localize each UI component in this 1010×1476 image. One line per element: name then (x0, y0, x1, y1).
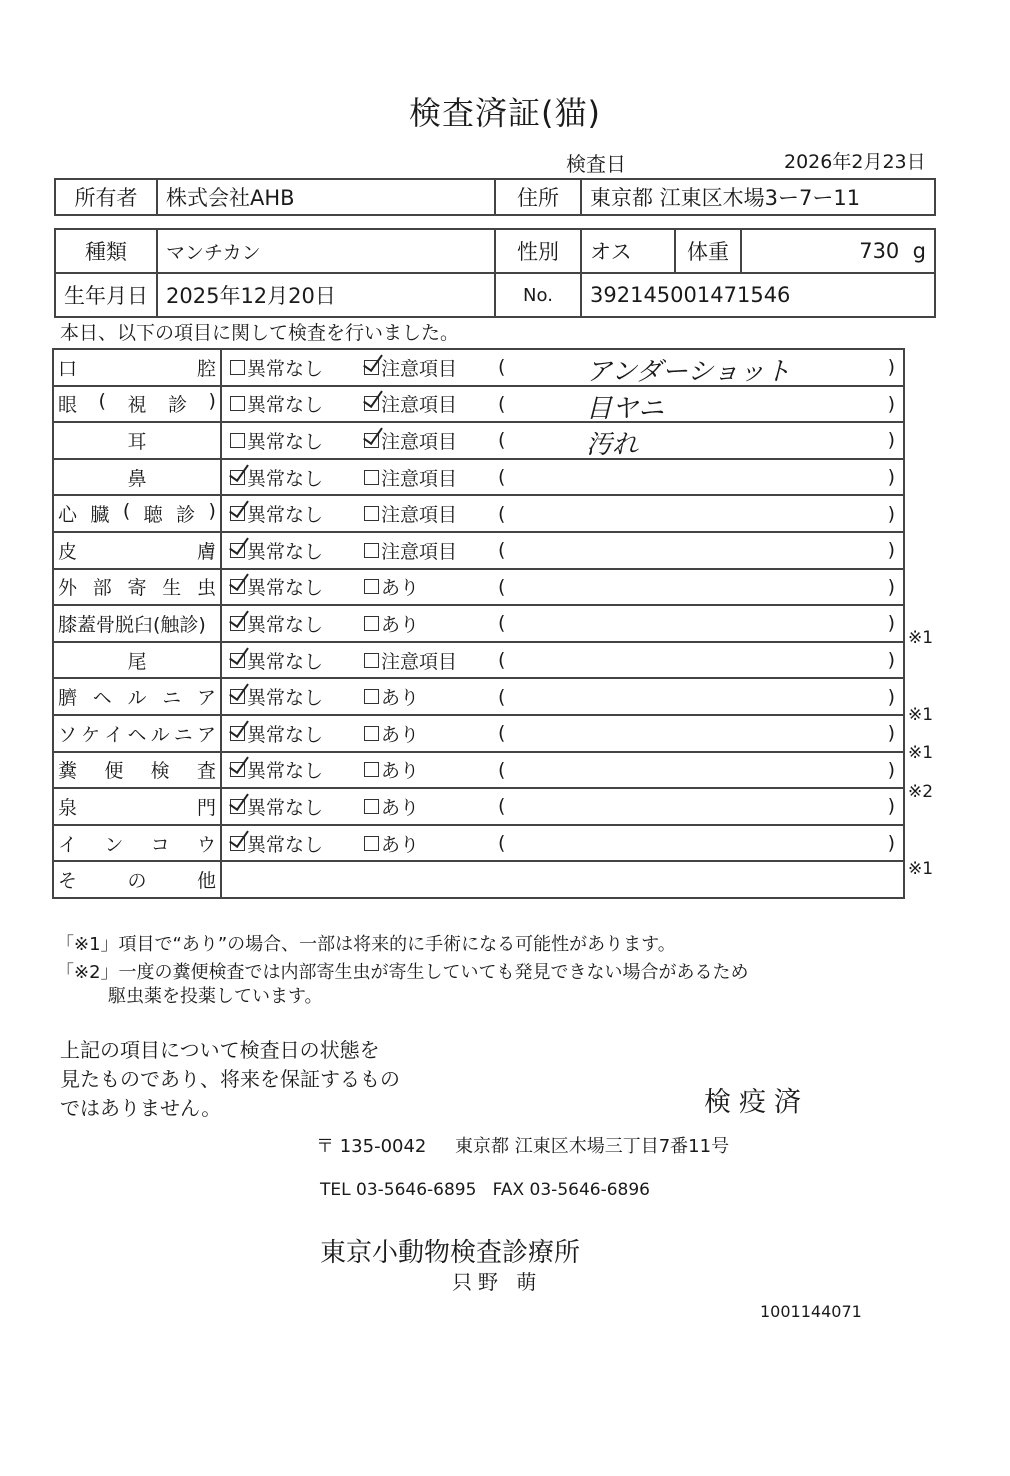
option-normal[interactable] (230, 683, 323, 710)
option-secondary-label: あり (381, 796, 420, 819)
checkbox-icon[interactable] (364, 689, 379, 704)
conclusion-line-1: 上記の項目について検査日の状態を (60, 1038, 380, 1062)
exam-row (53, 349, 904, 386)
option-normal[interactable] (230, 647, 323, 674)
inspection-date-label: 検査日 (566, 152, 626, 176)
exam-item-label-part: イ (58, 833, 78, 856)
option-secondary[interactable] (364, 427, 457, 454)
checked-box-icon[interactable] (230, 799, 245, 814)
option-normal[interactable] (230, 354, 323, 381)
option-normal[interactable] (230, 793, 323, 820)
exam-item-label-part: 心 (58, 504, 78, 527)
exam-item-label-part: ニ (173, 723, 193, 746)
option-secondary[interactable] (364, 537, 457, 564)
paren-open: ( (498, 502, 506, 525)
paren-open: ( (498, 612, 506, 635)
quarantine-stamp: 検疫済 (704, 1087, 809, 1118)
option-secondary-label: あり (381, 687, 420, 710)
exam-item-label-part: 口 (58, 357, 78, 380)
exam-item-label-part: 部 (92, 577, 112, 600)
exam-item-label-part: 鼻 (127, 467, 147, 490)
exam-item-label-part: 便 (104, 760, 124, 783)
sex-label: 性別 (495, 229, 581, 273)
exam-item-label-part: ケ (81, 723, 101, 746)
exam-item-label-part: 聴 (143, 504, 163, 527)
option-secondary[interactable] (364, 354, 457, 381)
exam-item-label (53, 605, 221, 642)
exam-result-cell (221, 569, 904, 606)
checked-box-icon[interactable] (230, 470, 245, 485)
breed-value: マンチカン (157, 229, 495, 273)
option-normal[interactable] (230, 720, 323, 747)
exam-item-label (53, 569, 221, 606)
exam-item-label-part: 生 (162, 577, 182, 600)
paren-open: ( (498, 649, 506, 672)
clinic-name: 東京小動物検査診療所 (320, 1238, 581, 1268)
option-normal[interactable] (230, 500, 323, 527)
exam-row (53, 459, 904, 496)
footnote-mark: ※1 (908, 743, 934, 763)
weight-value: 730 (859, 239, 900, 263)
handwritten-note: 汚れ (586, 430, 639, 459)
paren-close: ) (887, 722, 895, 745)
exam-item-label-part: 尾 (127, 650, 147, 673)
paren-open: ( (498, 429, 506, 452)
owner-table (54, 178, 936, 216)
exam-item-label-part: ア (196, 687, 216, 710)
address-value: 東京都 江東区木場3ー7ー11 (581, 179, 935, 215)
exam-result-cell (221, 532, 904, 569)
option-secondary[interactable] (364, 573, 419, 600)
exam-item-label-part: ) (208, 500, 216, 523)
exam-item-label (53, 349, 221, 386)
exam-result-cell (221, 459, 904, 496)
dob-value: 2025年12月20日 (157, 273, 495, 317)
checkbox-icon[interactable] (364, 653, 379, 668)
checkbox-icon[interactable] (364, 506, 379, 521)
paren-open: ( (498, 758, 506, 781)
exam-result-cell (221, 386, 904, 423)
exam-row-other (53, 861, 904, 898)
exam-item-label-part: 査 (196, 760, 216, 783)
conclusion-text (60, 1036, 400, 1123)
intro-text: 本日、以下の項目に関して検査を行いました。 (60, 322, 460, 344)
paren-open: ( (498, 685, 506, 708)
checkbox-icon[interactable] (230, 433, 245, 448)
exam-item-label-part: 泉 (58, 796, 78, 819)
exam-item-label (53, 495, 221, 532)
footnote-mark: ※1 (908, 858, 934, 879)
option-secondary-label: 注意項目 (381, 504, 458, 527)
exam-item-label-part: 糞 (58, 760, 78, 783)
checkbox-icon[interactable] (230, 360, 245, 375)
exam-result-cell (221, 715, 904, 752)
clinic-address: 東京都 江東区木場三丁目7番11号 (455, 1136, 730, 1157)
exam-item-label-part: ル (150, 723, 170, 746)
handwritten-note: 目ヤニ (586, 393, 665, 423)
option-secondary[interactable] (364, 647, 457, 674)
exam-result-cell (221, 422, 904, 459)
exam-result-cell (221, 349, 904, 386)
option-normal-label: 異常なし (247, 613, 324, 636)
exam-item-label-part: の (127, 870, 147, 893)
checkbox-icon[interactable] (364, 543, 379, 558)
no-label: No. (495, 273, 581, 317)
dob-label: 生年月日 (55, 273, 157, 317)
paren-open: ( (498, 795, 506, 818)
option-secondary-label: あり (381, 613, 420, 636)
option-secondary-label: 注意項目 (381, 467, 458, 490)
exam-item-label-part: ヘ (92, 687, 112, 710)
exam-item-label-part: 他 (196, 870, 216, 893)
exam-row (53, 825, 904, 862)
option-normal-label: 異常なし (247, 394, 324, 417)
checked-box-icon[interactable] (230, 836, 245, 851)
option-normal[interactable] (230, 830, 323, 857)
exam-item-label-part: 臓 (90, 504, 110, 527)
exam-item-label (53, 825, 221, 862)
exam-result-cell (221, 678, 904, 715)
exam-item-label-part: ( (122, 500, 131, 523)
exam-item-label-part: イ (104, 723, 124, 746)
postal-code: 〒 135-0042 (316, 1136, 427, 1157)
other-remarks-cell (221, 861, 904, 898)
option-secondary[interactable] (364, 683, 419, 710)
checkbox-icon[interactable] (364, 470, 379, 485)
footnote-mark: ※2 (908, 781, 934, 802)
exam-item-label (53, 861, 221, 898)
paren-close: ) (887, 392, 895, 415)
pet-table (54, 228, 936, 318)
exam-item-label-part: 臍 (58, 687, 78, 710)
exam-result-cell (221, 605, 904, 642)
option-normal-label: 異常なし (247, 723, 324, 746)
option-secondary-label: 注意項目 (381, 650, 458, 673)
checkbox-icon[interactable] (364, 579, 379, 594)
exam-item-label-part: ヘ (127, 723, 147, 746)
exam-result-cell (221, 752, 904, 789)
inspection-date: 2026年2月23日 (784, 151, 926, 173)
exam-item-label-part: 耳 (127, 430, 147, 453)
paren-open: ( (498, 832, 506, 855)
paren-close: ) (887, 758, 895, 781)
paren-close: ) (887, 575, 895, 598)
exam-item-label-part: 診 (168, 394, 188, 417)
clinic-contact-line (320, 1180, 650, 1200)
exam-row (53, 569, 904, 606)
breed-label: 種類 (55, 229, 157, 273)
document-number: 1001144071 (760, 1302, 862, 1321)
handwritten-note: アンダーショット (586, 357, 791, 386)
checked-box-icon[interactable] (230, 653, 245, 668)
exam-result-cell (221, 788, 904, 825)
paren-close: ) (887, 429, 895, 452)
conclusion-line-2: 見たものであり、将来を保証するもの (60, 1067, 400, 1091)
exam-item-label-part: ソ (58, 723, 78, 746)
option-secondary-label: 注意項目 (381, 430, 458, 453)
exam-item-label (53, 715, 221, 752)
checked-box-icon[interactable] (364, 360, 379, 375)
checked-box-icon[interactable] (230, 616, 245, 631)
exam-item-label-part: ル (127, 687, 147, 710)
option-normal-label: 異常なし (247, 687, 324, 710)
exam-row (53, 422, 904, 459)
option-normal-label: 異常なし (247, 430, 324, 453)
exam-item-label-part: ( (98, 390, 106, 413)
checkbox-icon[interactable] (364, 762, 379, 777)
option-normal[interactable] (230, 537, 323, 564)
owner-value: 株式会社AHB (157, 179, 495, 215)
sex-value: オス (581, 229, 675, 273)
option-normal[interactable] (230, 610, 323, 637)
exam-item-label-part: 視 (127, 394, 147, 417)
option-secondary[interactable] (364, 500, 457, 527)
paren-close: ) (887, 612, 895, 635)
option-secondary[interactable] (364, 464, 457, 491)
option-secondary-label: あり (381, 577, 420, 600)
paren-open: ( (498, 539, 506, 562)
exam-item-label-part: 膚 (196, 540, 216, 563)
paren-close: ) (887, 466, 895, 489)
option-normal-label: 異常なし (247, 357, 324, 380)
option-secondary-label: 注意項目 (381, 394, 458, 417)
option-normal[interactable] (230, 390, 323, 417)
option-secondary-label: 注意項目 (381, 357, 458, 380)
exam-row (53, 605, 904, 642)
option-secondary[interactable] (364, 390, 457, 417)
checkbox-icon[interactable] (364, 799, 379, 814)
exam-item-label-part: そ (58, 870, 78, 893)
checkbox-icon[interactable] (364, 726, 379, 741)
option-normal-label: 異常なし (247, 833, 324, 856)
paren-close: ) (887, 685, 895, 708)
document-title: 検査済証(猫) (409, 94, 601, 132)
exam-item-label (53, 678, 221, 715)
checked-box-icon[interactable] (230, 543, 245, 558)
paren-open: ( (498, 722, 506, 745)
exam-row (53, 715, 904, 752)
option-secondary[interactable] (364, 756, 419, 783)
exam-item-label-part: 診 (176, 504, 196, 527)
paren-close: ) (887, 649, 895, 672)
exam-item-label (53, 532, 221, 569)
checkbox-icon[interactable] (230, 396, 245, 411)
inspector-name: 只野 萌 (452, 1270, 543, 1294)
exam-item-label (53, 752, 221, 789)
paren-open: ( (498, 356, 506, 379)
paren-open: ( (498, 575, 506, 598)
exam-item-label-part: 門 (196, 796, 216, 819)
exam-item-label-part: 眼 (58, 394, 78, 417)
checked-box-icon[interactable] (364, 433, 379, 448)
exam-item-label-part: 腔 (196, 357, 216, 380)
exam-row (53, 532, 904, 569)
checked-box-icon[interactable] (230, 506, 245, 521)
exam-item-label-part: ニ (162, 687, 182, 710)
option-secondary-label: 注意項目 (381, 540, 458, 563)
exam-item-label-part: 膝蓋骨脱臼(触診) (58, 613, 206, 636)
exam-item-label-part: 虫 (196, 577, 216, 600)
paren-close: ) (887, 795, 895, 818)
option-normal-label: 異常なし (247, 760, 324, 783)
exam-row (53, 788, 904, 825)
checked-box-icon[interactable] (364, 396, 379, 411)
clinic-tel: TEL 03-5646-6895 (320, 1180, 477, 1200)
paren-close: ) (887, 356, 895, 379)
option-normal[interactable] (230, 464, 323, 491)
checkbox-icon[interactable] (364, 616, 379, 631)
exam-item-label (53, 642, 221, 679)
exam-row (53, 495, 904, 532)
conclusion-line-3: ではありません。 (60, 1096, 222, 1120)
exam-item-label-part: ン (104, 833, 124, 856)
paren-close: ) (887, 832, 895, 855)
exam-table (52, 348, 905, 899)
option-normal[interactable] (230, 573, 323, 600)
paren-open: ( (498, 466, 506, 489)
option-secondary[interactable] (364, 720, 419, 747)
option-secondary[interactable] (364, 830, 419, 857)
note-2: 「※2」一度の糞便検査では内部寄生虫が寄生していても発見できない場合があるため (56, 962, 749, 983)
owner-label: 所有者 (55, 179, 157, 215)
option-normal[interactable] (230, 756, 323, 783)
exam-item-label (53, 788, 221, 825)
no-value: 392145001471546 (581, 273, 935, 317)
footnote-mark: ※1 (908, 704, 934, 725)
exam-item-label-part: ウ (196, 833, 216, 856)
clinic-fax: FAX 03-5646-6896 (492, 1180, 650, 1200)
checked-box-icon[interactable] (230, 689, 245, 704)
option-normal-label: 異常なし (247, 504, 324, 527)
option-normal-label: 異常なし (247, 540, 324, 563)
address-label: 住所 (495, 179, 581, 215)
paren-close: ) (887, 539, 895, 562)
weight-cell (741, 229, 935, 273)
exam-row (53, 678, 904, 715)
exam-row (53, 752, 904, 789)
option-normal-label: 異常なし (247, 577, 324, 600)
exam-result-cell (221, 825, 904, 862)
option-secondary-label: あり (381, 760, 420, 783)
exam-item-label-part: 寄 (127, 577, 147, 600)
weight-unit: g (912, 239, 926, 263)
exam-item-label-part: 検 (150, 760, 170, 783)
option-normal-label: 異常なし (247, 650, 324, 673)
exam-result-cell (221, 495, 904, 532)
exam-item-label (53, 422, 221, 459)
option-secondary[interactable] (364, 610, 419, 637)
exam-item-label-part: コ (150, 833, 170, 856)
exam-item-label-part: 外 (58, 577, 78, 600)
checked-box-icon[interactable] (230, 726, 245, 741)
paren-open: ( (498, 392, 506, 415)
checkbox-icon[interactable] (364, 836, 379, 851)
option-secondary-label: あり (381, 833, 420, 856)
exam-item-label-part: ) (208, 390, 216, 413)
option-normal[interactable] (230, 427, 323, 454)
exam-item-label (53, 386, 221, 423)
exam-result-cell (221, 642, 904, 679)
note-1: 「※1」項目で“あり”の場合、一部は将来的に手術になる可能性があります。 (56, 934, 676, 955)
checked-box-icon[interactable] (230, 762, 245, 777)
exam-item-label (53, 459, 221, 496)
paren-close: ) (887, 502, 895, 525)
footnote-mark: ※1 (908, 627, 934, 648)
option-secondary[interactable] (364, 793, 419, 820)
option-normal-label: 異常なし (247, 467, 324, 490)
checked-box-icon[interactable] (230, 579, 245, 594)
exam-row (53, 642, 904, 679)
option-normal-label: 異常なし (247, 796, 324, 819)
exam-row (53, 386, 904, 423)
note-3: 駆虫薬を投薬しています。 (108, 986, 323, 1007)
exam-item-label-part: ア (196, 723, 216, 746)
exam-item-label-part: 皮 (58, 540, 78, 563)
clinic-address-line (316, 1132, 729, 1158)
weight-label: 体重 (675, 229, 741, 273)
option-secondary-label: あり (381, 723, 420, 746)
